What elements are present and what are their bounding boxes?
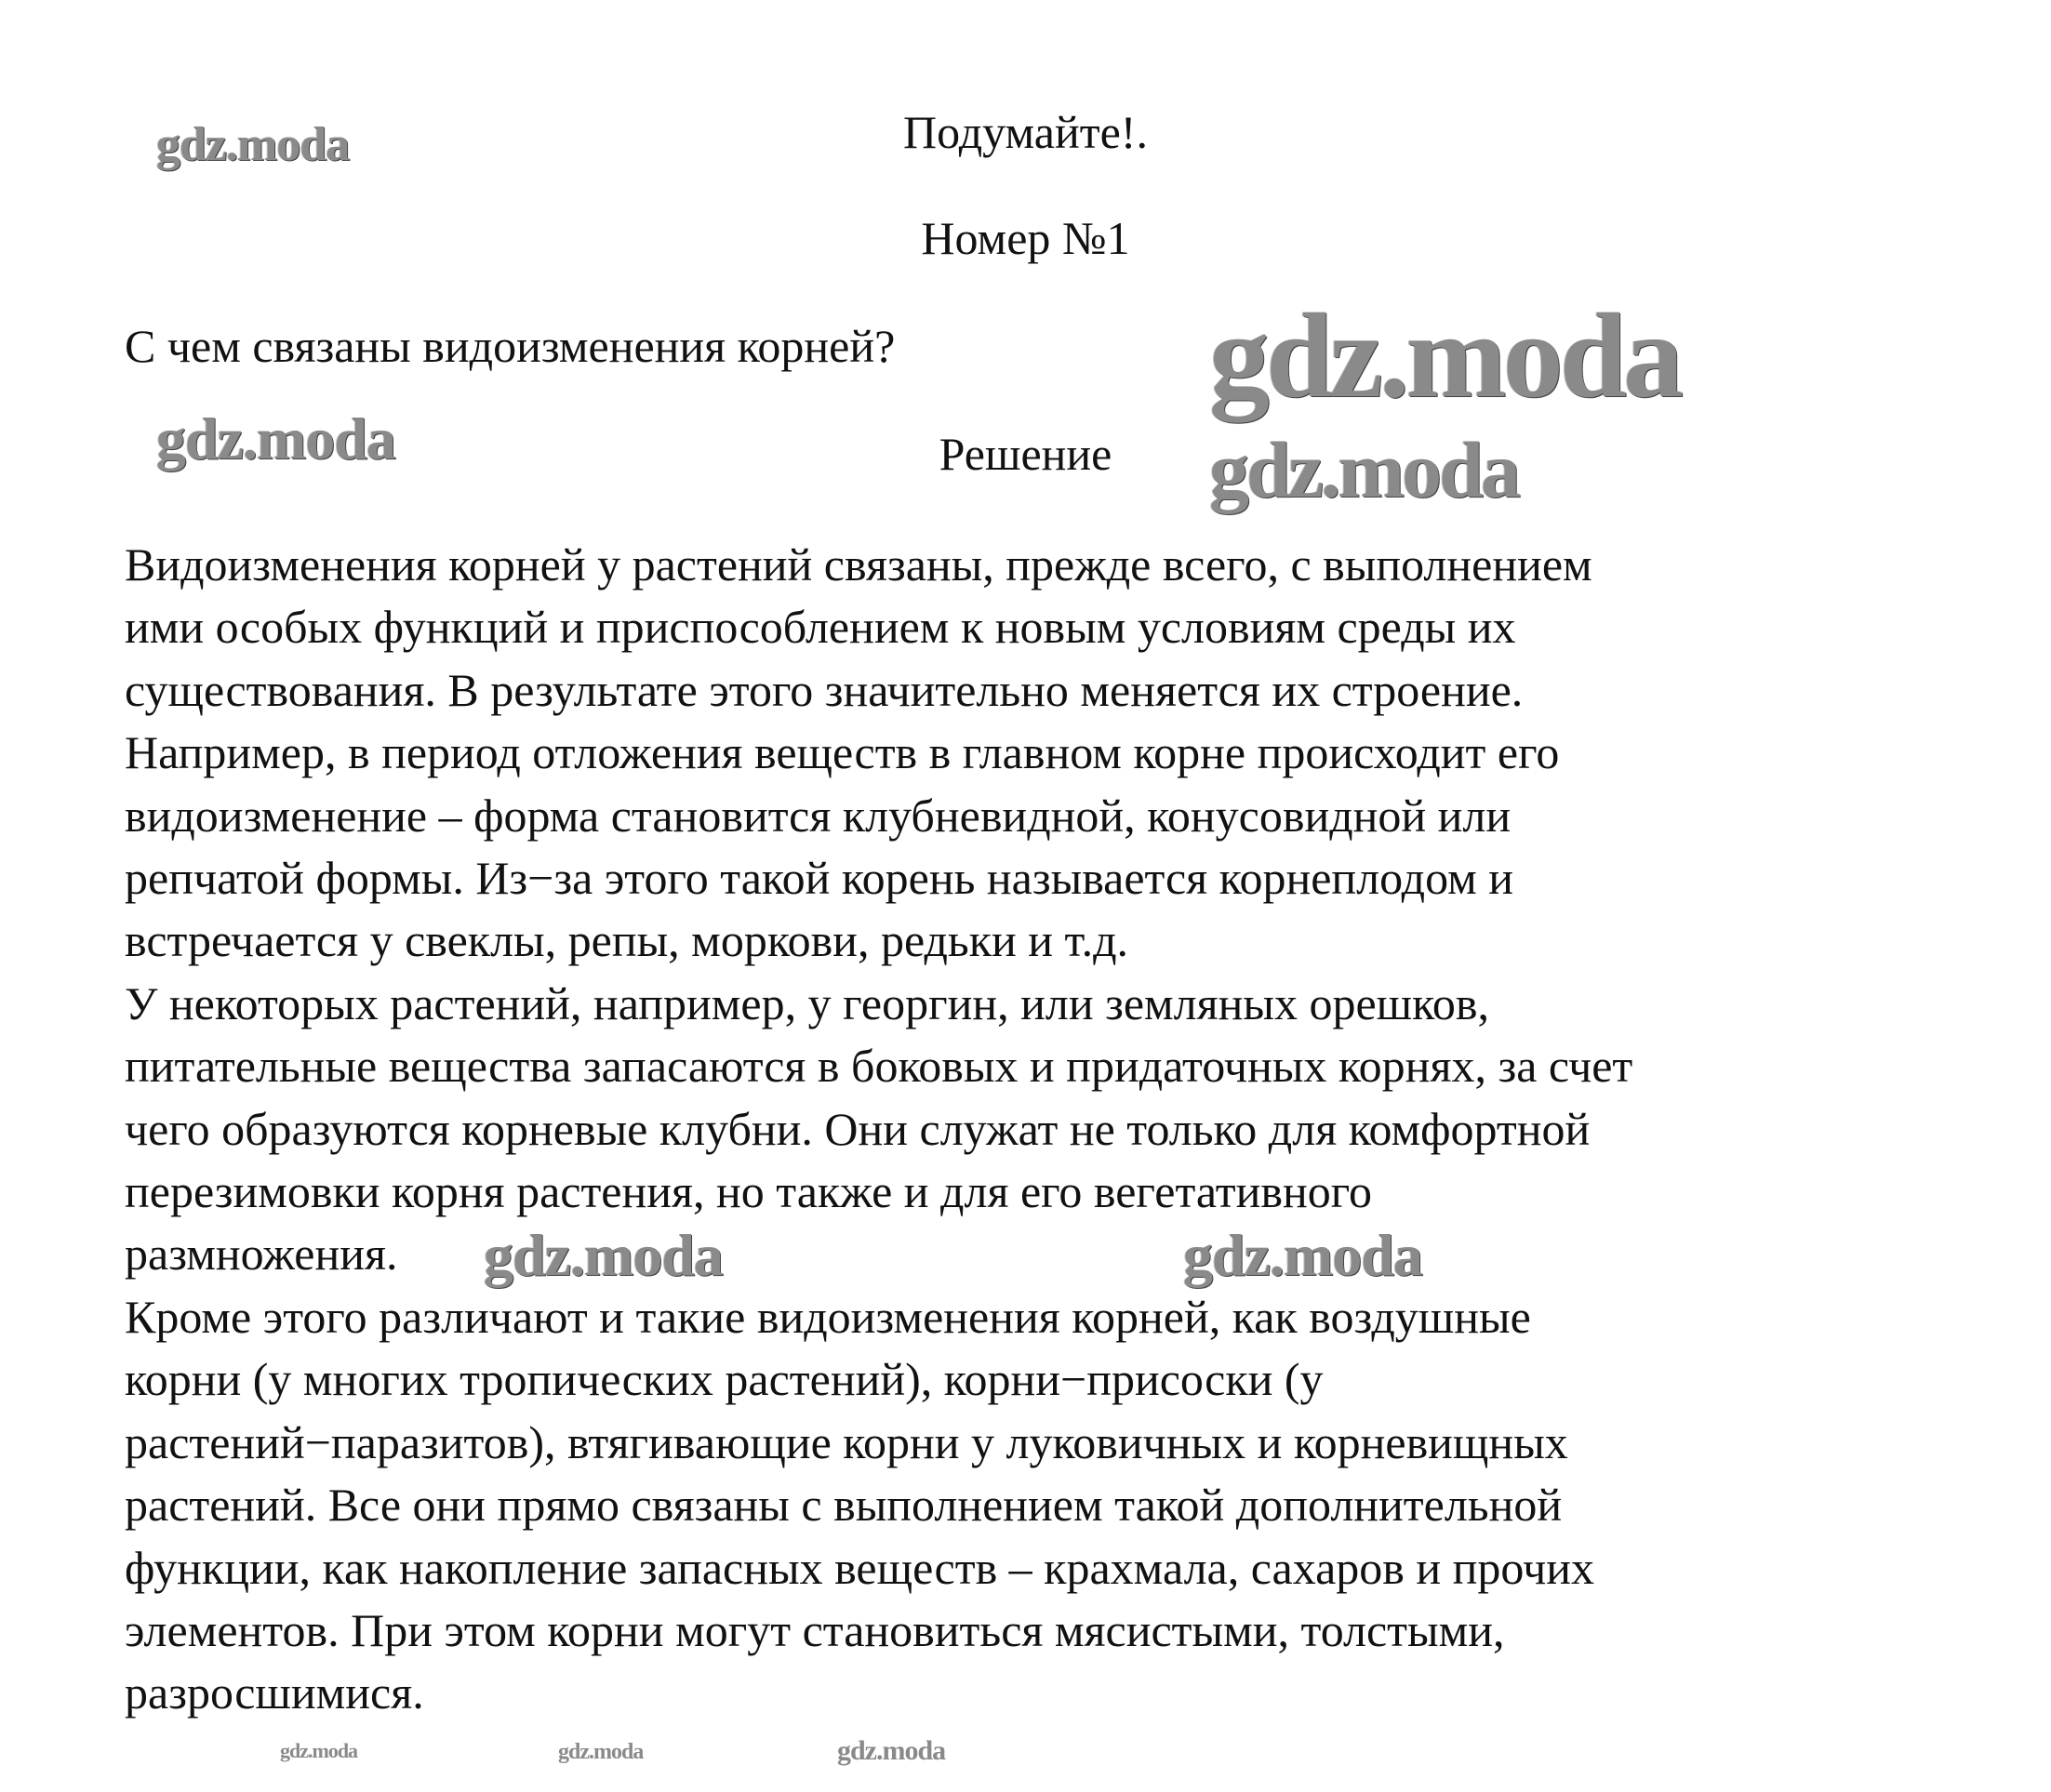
answer-line: существования. В результате этого значительно меняется их строение. bbox=[125, 663, 1524, 716]
answer-line: Например, в период отложения веществ в главном корне происходит его bbox=[125, 726, 1560, 779]
watermark: gdz.moda bbox=[1209, 425, 1518, 514]
question: С чем связаны видоизменения корней? bbox=[125, 320, 896, 372]
answer-line: функции, как накопление запасных веществ – крахмала, сахаров и прочих bbox=[125, 1541, 1595, 1594]
watermark: gdz.moda bbox=[156, 405, 395, 471]
answer-line: разросшимися. bbox=[125, 1666, 424, 1719]
watermark: gdz.moda bbox=[837, 1735, 946, 1766]
answer-line: встречается у свеклы, репы, моркови, редьки и т.д. bbox=[125, 914, 1129, 967]
answer-line: У некоторых растений, например, у георгин, или земляных орешков, bbox=[125, 976, 1490, 1029]
watermark: gdz.moda bbox=[280, 1739, 358, 1762]
watermark: gdz.moda bbox=[558, 1740, 644, 1764]
watermark: gdz.moda bbox=[484, 1222, 723, 1288]
answer-line: Кроме этого различают и такие видоизменения корней, как воздушные bbox=[125, 1290, 1531, 1343]
answer-line: Видоизменения корней у растений связаны, прежде всего, с выполнением bbox=[125, 538, 1592, 591]
answer-line: видоизменение – форма становится клубневидной, конусовидной или bbox=[125, 789, 1512, 842]
problem-number: Номер №1 bbox=[921, 212, 1130, 264]
watermark: gdz.moda bbox=[156, 118, 350, 171]
answer-line: питательные вещества запасаются в боковых и придаточных корнях, за счет bbox=[125, 1040, 1633, 1093]
answer-line: перезимовки корня растения, но также и для его вегетативного bbox=[125, 1165, 1373, 1218]
answer-line: растений−паразитов), втягивающие корни у луковичных и корневищных bbox=[125, 1415, 1568, 1468]
answer-line: корни (у многих тропических растений), корни−присоски (у bbox=[125, 1353, 1324, 1406]
watermark: gdz.moda bbox=[1209, 289, 1681, 423]
answer-line: элементов. При этом корни могут становиться мясистыми, толстыми, bbox=[125, 1603, 1505, 1656]
page-title: Подумайте!. bbox=[903, 106, 1148, 158]
answer-line: репчатой формы. Из−за этого такой корень называется корнеплодом и bbox=[125, 852, 1514, 905]
answer-line: размножения. bbox=[125, 1228, 398, 1281]
answer-line: ими особых функций и приспособлением к новым условиям среды их bbox=[125, 601, 1516, 654]
answer-line: растений. Все они прямо связаны с выполнением такой дополнительной bbox=[125, 1479, 1563, 1532]
solution-heading: Решение bbox=[939, 428, 1112, 480]
answer-text bbox=[125, 534, 1632, 1725]
watermark: gdz.moda bbox=[1183, 1222, 1422, 1288]
answer-line: чего образуются корневые клубни. Они служат не только для комфортной bbox=[125, 1102, 1591, 1155]
